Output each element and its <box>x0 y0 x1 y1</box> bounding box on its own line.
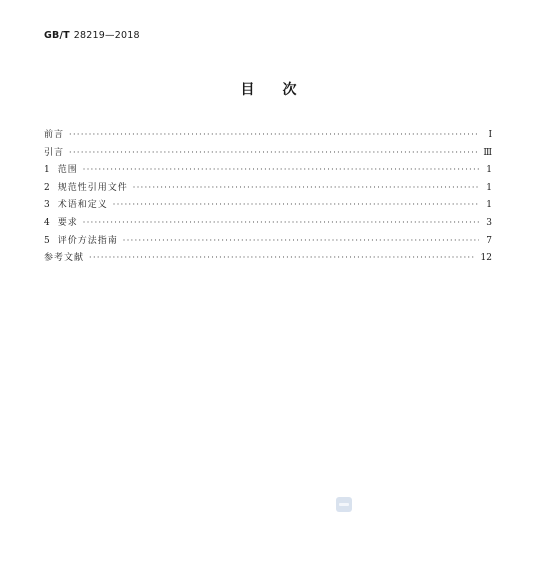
toc-section-number: 2 <box>44 182 50 193</box>
toc-entry-bibliography[interactable] <box>44 249 492 267</box>
toc-page-number: Ⅰ <box>488 130 492 140</box>
standard-code: GB/T <box>44 30 70 41</box>
toc-page-number: 1 <box>486 182 492 193</box>
toc-leader-dots <box>89 249 476 267</box>
toc-leader-dots <box>83 214 479 232</box>
standard-header <box>44 30 140 41</box>
toc-entry-label <box>44 215 78 233</box>
toc-entry-text: 要求 <box>57 217 78 228</box>
toc-entry-normative-references[interactable] <box>44 179 492 197</box>
toc-entry-label <box>44 127 64 145</box>
toc-section-number: 1 <box>44 165 50 176</box>
toc-entry-label <box>44 233 118 251</box>
toc-entry-text: 评价方法指南 <box>57 235 118 246</box>
toc-entry-text: 引言 <box>44 147 65 158</box>
toc-title: 目次 <box>240 82 325 98</box>
toc-entry-label <box>44 250 84 268</box>
toc-leader-dots <box>69 144 478 162</box>
toc-entry-text: 范围 <box>57 165 78 176</box>
toc-page-number: 7 <box>486 235 492 246</box>
toc-section-number: 5 <box>44 235 50 246</box>
toc-leader-dots <box>83 161 479 179</box>
toc-page-number: 1 <box>486 200 492 211</box>
toc-page-number: 1 <box>486 165 492 176</box>
toc-entry-label <box>44 145 64 163</box>
toc-page-number: Ⅲ <box>483 147 492 158</box>
toc-page-number: 3 <box>486 217 492 228</box>
watermark-logo-icon <box>336 497 352 512</box>
toc-entry-evaluation-guide[interactable] <box>44 232 492 250</box>
toc-entry-text: 前言 <box>44 130 65 140</box>
toc-entry-requirements[interactable] <box>44 214 492 232</box>
standard-number: 28219—2018 <box>73 30 140 41</box>
toc-entry-foreword[interactable] <box>44 126 492 144</box>
toc-entry-scope[interactable] <box>44 161 492 179</box>
toc-entry-label <box>44 162 78 180</box>
toc-entry-text: 参考文献 <box>44 253 85 264</box>
toc-entry-text: 规范性引用文件 <box>57 182 128 193</box>
toc-entry-text: 术语和定义 <box>57 200 108 211</box>
toc-page-number: 12 <box>480 253 492 264</box>
toc-leader-dots <box>113 196 479 214</box>
toc-leader-dots <box>133 179 479 197</box>
toc-leader-dots <box>123 232 479 250</box>
toc-section-number: 3 <box>44 200 50 211</box>
toc-entry-terms-definitions[interactable] <box>44 196 492 214</box>
toc-section-number: 4 <box>44 217 50 228</box>
toc-leader-dots <box>69 126 479 144</box>
toc-entry-introduction[interactable] <box>44 144 492 162</box>
table-of-contents <box>44 126 492 267</box>
toc-entry-label <box>44 180 128 198</box>
toc-entry-label <box>44 197 108 215</box>
